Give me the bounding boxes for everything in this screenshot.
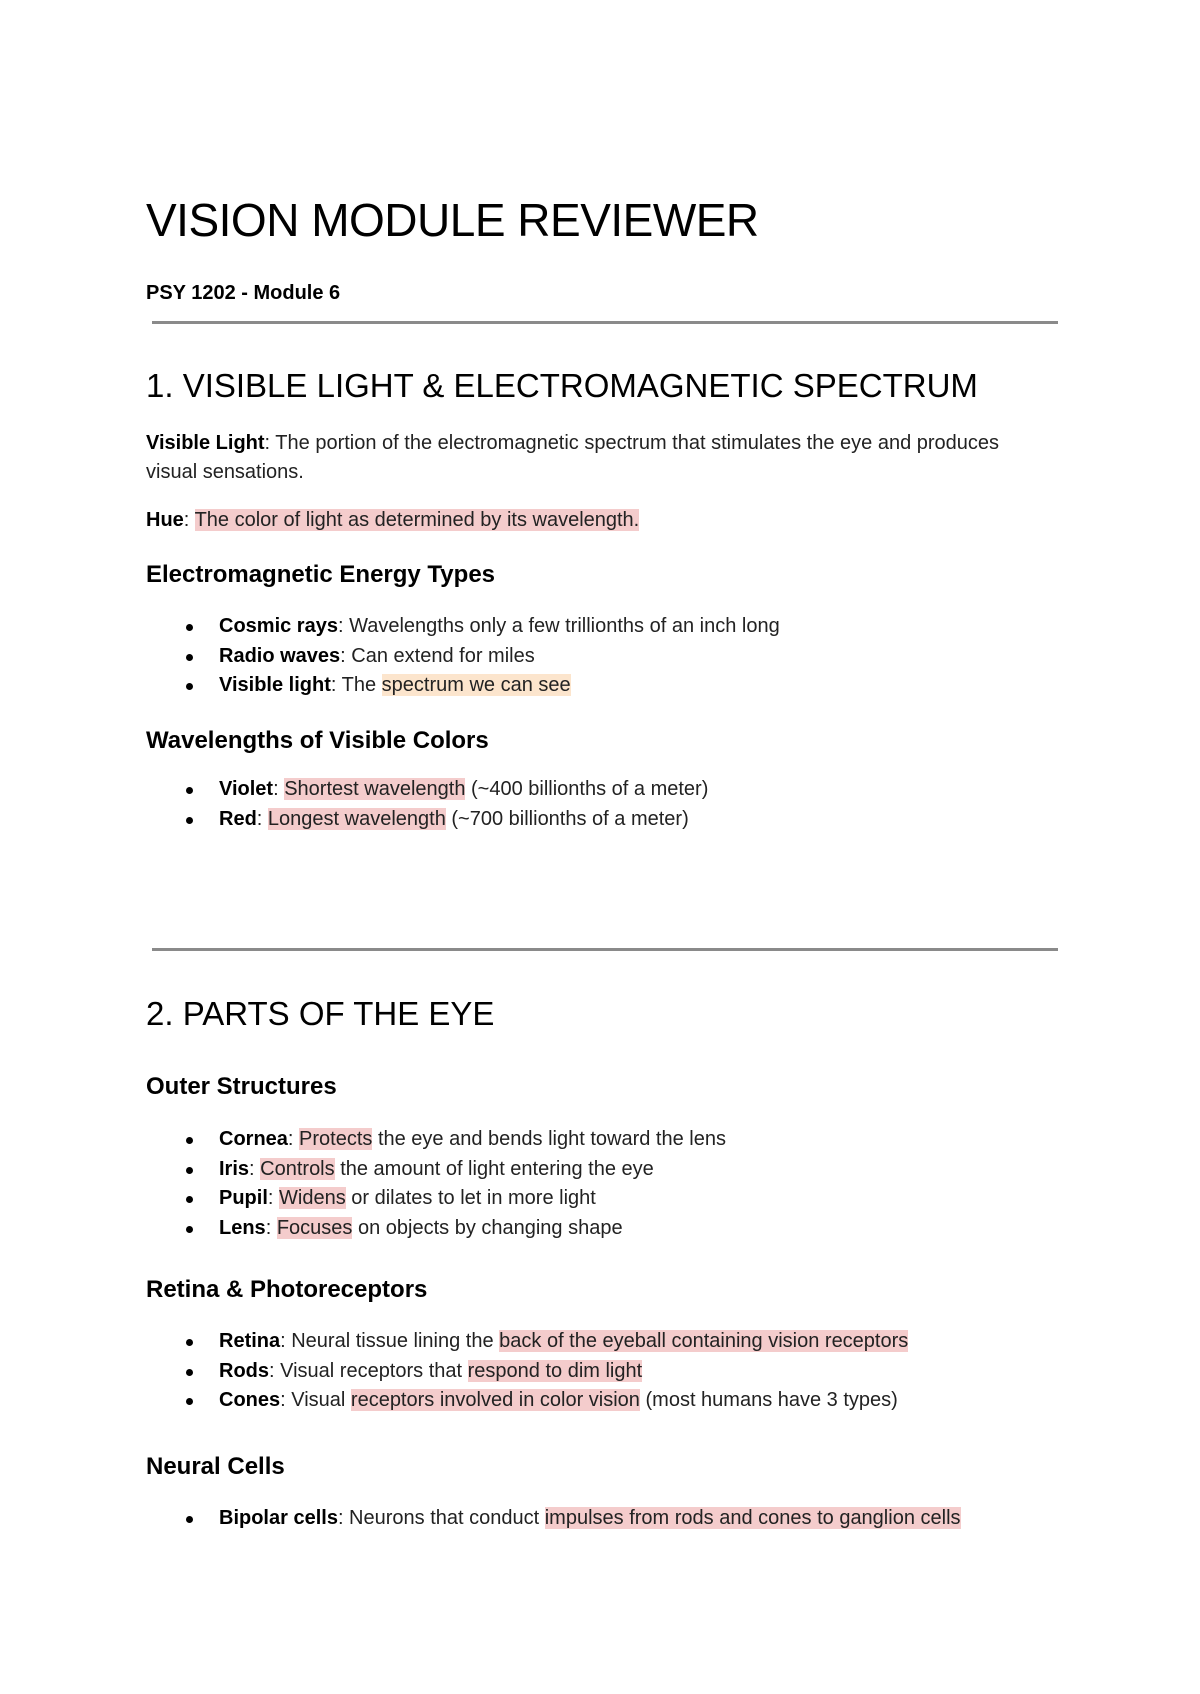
term: Rods xyxy=(219,1359,269,1382)
horizontal-rule xyxy=(152,321,1058,324)
subheading-em-types: Electromagnetic Energy Types xyxy=(146,561,496,588)
bullet-icon xyxy=(186,817,193,824)
term: Lens xyxy=(219,1217,266,1240)
highlighted-text: respond to dim light xyxy=(467,1359,643,1382)
list-item: Red: Longest wavelength (~700 billionths of a meter) xyxy=(146,805,708,835)
list-item: Visible light: The spectrum we can see xyxy=(146,671,780,701)
bullet-icon xyxy=(186,683,193,690)
list-item: Pupil: Widens or dilates to let in more light xyxy=(146,1184,726,1214)
highlighted-text: Controls xyxy=(260,1157,335,1180)
bullet-icon xyxy=(186,1167,193,1174)
subheading-retina: Retina & Photoreceptors xyxy=(146,1276,428,1303)
list-item: Cornea: Protects the eye and bends light toward the lens xyxy=(146,1125,726,1155)
highlighted-text: spectrum we can see xyxy=(381,674,571,697)
bullet-icon xyxy=(186,624,193,631)
horizontal-rule xyxy=(152,948,1058,951)
term: Radio waves xyxy=(219,644,341,667)
highlighted-text: Widens xyxy=(279,1187,346,1210)
highlighted-text: Longest wavelength xyxy=(267,807,446,830)
bullet-icon xyxy=(186,1339,193,1346)
section-heading-visible-light: 1. VISIBLE LIGHT & ELECTROMAGNETIC SPECTRUM xyxy=(146,367,978,404)
list-item: Rods: Visual receptors that respond to dim light xyxy=(146,1357,908,1387)
term: Red xyxy=(219,807,257,830)
list-item: Cosmic rays: Wavelengths only a few trillionths of an inch long xyxy=(146,612,780,642)
definition-visible-light: Visible Light: The portion of the electromagnetic spectrum that stimulates the eye and produces visual sensations. xyxy=(146,432,1000,483)
definition-text: The portion of the electromagnetic spectrum that stimulates the eye and produces visual sensations. xyxy=(146,432,1000,483)
bullet-icon xyxy=(186,654,193,661)
document-subtitle: PSY 1202 - Module 6 xyxy=(146,282,341,304)
list-item: Cones: Visual receptors involved in color vision (most humans have 3 types) xyxy=(146,1386,908,1416)
term: Cones xyxy=(219,1389,281,1412)
section-heading-parts-of-eye: 2. PARTS OF THE EYE xyxy=(146,995,495,1032)
retina-list xyxy=(146,1327,908,1416)
list-item: Lens: Focuses on objects by changing shape xyxy=(146,1214,726,1244)
term: Hue xyxy=(146,509,184,531)
term: Retina xyxy=(219,1330,281,1352)
list-item: Violet: Shortest wavelength (~400 billionths of a meter) xyxy=(146,775,708,805)
term: Iris xyxy=(219,1157,250,1180)
bullet-icon xyxy=(186,787,193,794)
highlighted-text: The color of light as determined by its wavelength. xyxy=(194,509,640,531)
list-item: Iris: Controls the amount of light entering the eye xyxy=(146,1155,726,1185)
subheading-outer-structures: Outer Structures xyxy=(146,1073,337,1100)
bullet-icon xyxy=(186,1137,193,1144)
term: Cosmic rays xyxy=(219,615,338,637)
list-item: Bipolar cells: Neurons that conduct impulses from rods and cones to ganglion cells xyxy=(146,1504,961,1534)
bullet-icon xyxy=(186,1398,193,1405)
wavelengths-list xyxy=(146,775,708,834)
highlighted-text: Focuses xyxy=(276,1217,353,1240)
list-item: Retina: Neural tissue lining the back of the eyeball containing vision receptors xyxy=(146,1327,908,1357)
list-item: Radio waves: Can extend for miles xyxy=(146,642,780,672)
highlighted-text: back of the eyeball containing vision receptors xyxy=(499,1330,909,1352)
term: Cornea xyxy=(219,1128,288,1150)
definition-hue: Hue: The color of light as determined by its wavelength. xyxy=(146,509,640,531)
highlighted-text: Shortest wavelength xyxy=(284,778,466,800)
highlighted-text: Protects xyxy=(299,1128,373,1150)
neural-cells-list xyxy=(146,1504,961,1534)
term: Bipolar cells xyxy=(219,1507,338,1529)
bullet-icon xyxy=(186,1226,193,1233)
outer-structures-list xyxy=(146,1125,726,1244)
term: Visible light xyxy=(219,674,331,697)
highlighted-text: impulses from rods and cones to ganglion cells xyxy=(544,1507,961,1529)
bullet-icon xyxy=(186,1516,193,1523)
term: Visible Light xyxy=(146,432,265,454)
bullet-icon xyxy=(186,1369,193,1376)
term: Pupil xyxy=(219,1187,268,1210)
em-types-list xyxy=(146,612,780,701)
subheading-wavelengths: Wavelengths of Visible Colors xyxy=(146,727,489,754)
document-title: VISION MODULE REVIEWER xyxy=(146,194,759,246)
bullet-icon xyxy=(186,1196,193,1203)
subheading-neural-cells: Neural Cells xyxy=(146,1453,285,1480)
highlighted-text: receptors involved in color vision xyxy=(350,1389,640,1412)
term: Violet xyxy=(219,778,274,800)
